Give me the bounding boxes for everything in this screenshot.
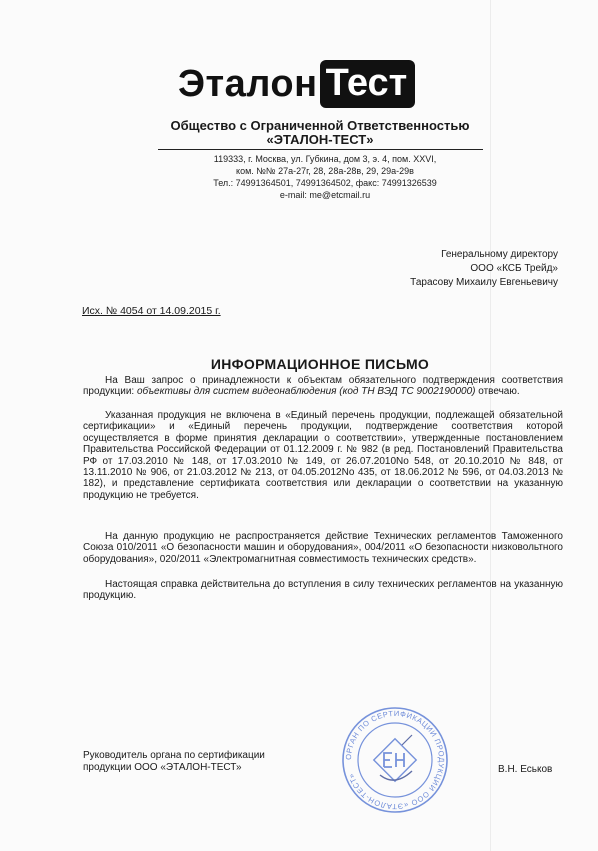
- paragraph-2: [83, 410, 563, 501]
- letter-title: ИНФОРМАЦИОННОЕ ПИСЬМО: [210, 356, 430, 372]
- address-line-2: ком. №№ 27а-27г, 28, 28а-28в, 29, 29а-29в: [236, 166, 414, 176]
- signatory-position: [83, 750, 265, 774]
- header-divider: [158, 149, 483, 150]
- recipient-position: Генеральному директору: [441, 249, 558, 260]
- phone-line: Тел.: 74991364501, 74991364502, факс: 74991326539: [213, 178, 437, 188]
- paragraph-1: [83, 375, 563, 398]
- stamp-text: ОРГАН ПО СЕРТИФИКАЦИИ ПРОДУКЦИИ ООО «ЭТАЛОН-ТЕСТ»: [343, 708, 447, 812]
- product-description: объективы для систем видеонаблюдения (код ТН ВЭД ТС 9002190000): [136, 386, 476, 398]
- paragraph-4-text: Настоящая справка действительна до вступления в силу технических регламентов на указанную продукцию.: [83, 579, 563, 602]
- paragraph-3-text: На данную продукцию не распространяется действие Технических регламентов Таможенного Союза 010/2011 «О безопасности машин и оборудования», 004/2011 «О безопасности низковольтного оборудования», 020/2011 «Электромагнитная совместимость технических средств».: [83, 531, 563, 565]
- paragraph-4: [83, 579, 563, 602]
- outgoing-reference: Исх. № 4054 от 14.09.2015 г.: [82, 305, 221, 317]
- paragraph-1-pre: На Ваш запрос о принадлежности к объектам обязательного подтверждения соответствия продукции:: [83, 375, 563, 398]
- org-quoted-name: «ЭТАЛОН-ТЕСТ»: [266, 132, 374, 147]
- signatory-position-line-1: Руководитель органа по сертификации: [83, 750, 265, 761]
- recipient-company: ООО «КСБ Трейд»: [470, 263, 558, 274]
- signatory-name: В.Н. Еськов: [498, 764, 553, 775]
- paragraph-3: [83, 531, 563, 565]
- paragraph-1-post: отвечаю.: [475, 386, 520, 398]
- logo-left-text: Эталон: [178, 63, 318, 105]
- recipient-name: Тарасову Михаилу Евгеньевичу: [410, 277, 558, 288]
- signatory-position-line-2: продукции ООО «ЭТАЛОН-ТЕСТ»: [83, 762, 242, 773]
- address-line-1: 119333, г. Москва, ул. Губкина, дом 3, э. 4, пом. XXVI,: [213, 154, 437, 164]
- org-name: Общество с Ограниченной Ответственностью: [170, 118, 470, 133]
- email-line: e-mail: me@etcmail.ru: [279, 190, 371, 200]
- official-stamp-icon: [340, 705, 450, 815]
- logo-right-text: Тест: [320, 60, 416, 108]
- company-logo: [178, 58, 415, 110]
- svg-text:ОРГАН ПО СЕРТИФИКАЦИИ ПРОДУКЦИ: [344, 709, 446, 811]
- paragraph-2-text: Указанная продукция не включена в «Единый перечень продукции, подлежащей обязательной сертификации» и «Единый перечень продукции, подтверждение соответствия которой осуществляется в форме принятия декларации о соответствии», утвержденные постановлением Правительства Российской Федерации от 01.12.2009 г. № 982 (в ред. Постановлений Правительства РФ от 17.03.2010 № 148, от 17.03.2010 № 149, от 26.07.2010No 548, от 20.10.2010 № 848, от 13.11.2010 № 906, от 21.03.2012 № 213, от 04.05.2012No 435, от 18.06.2012 № 596, от 04.03.2013 № 182), и представление сертификата соответствия или декларации о соответствии на указанную продукцию не требуется.: [83, 410, 563, 501]
